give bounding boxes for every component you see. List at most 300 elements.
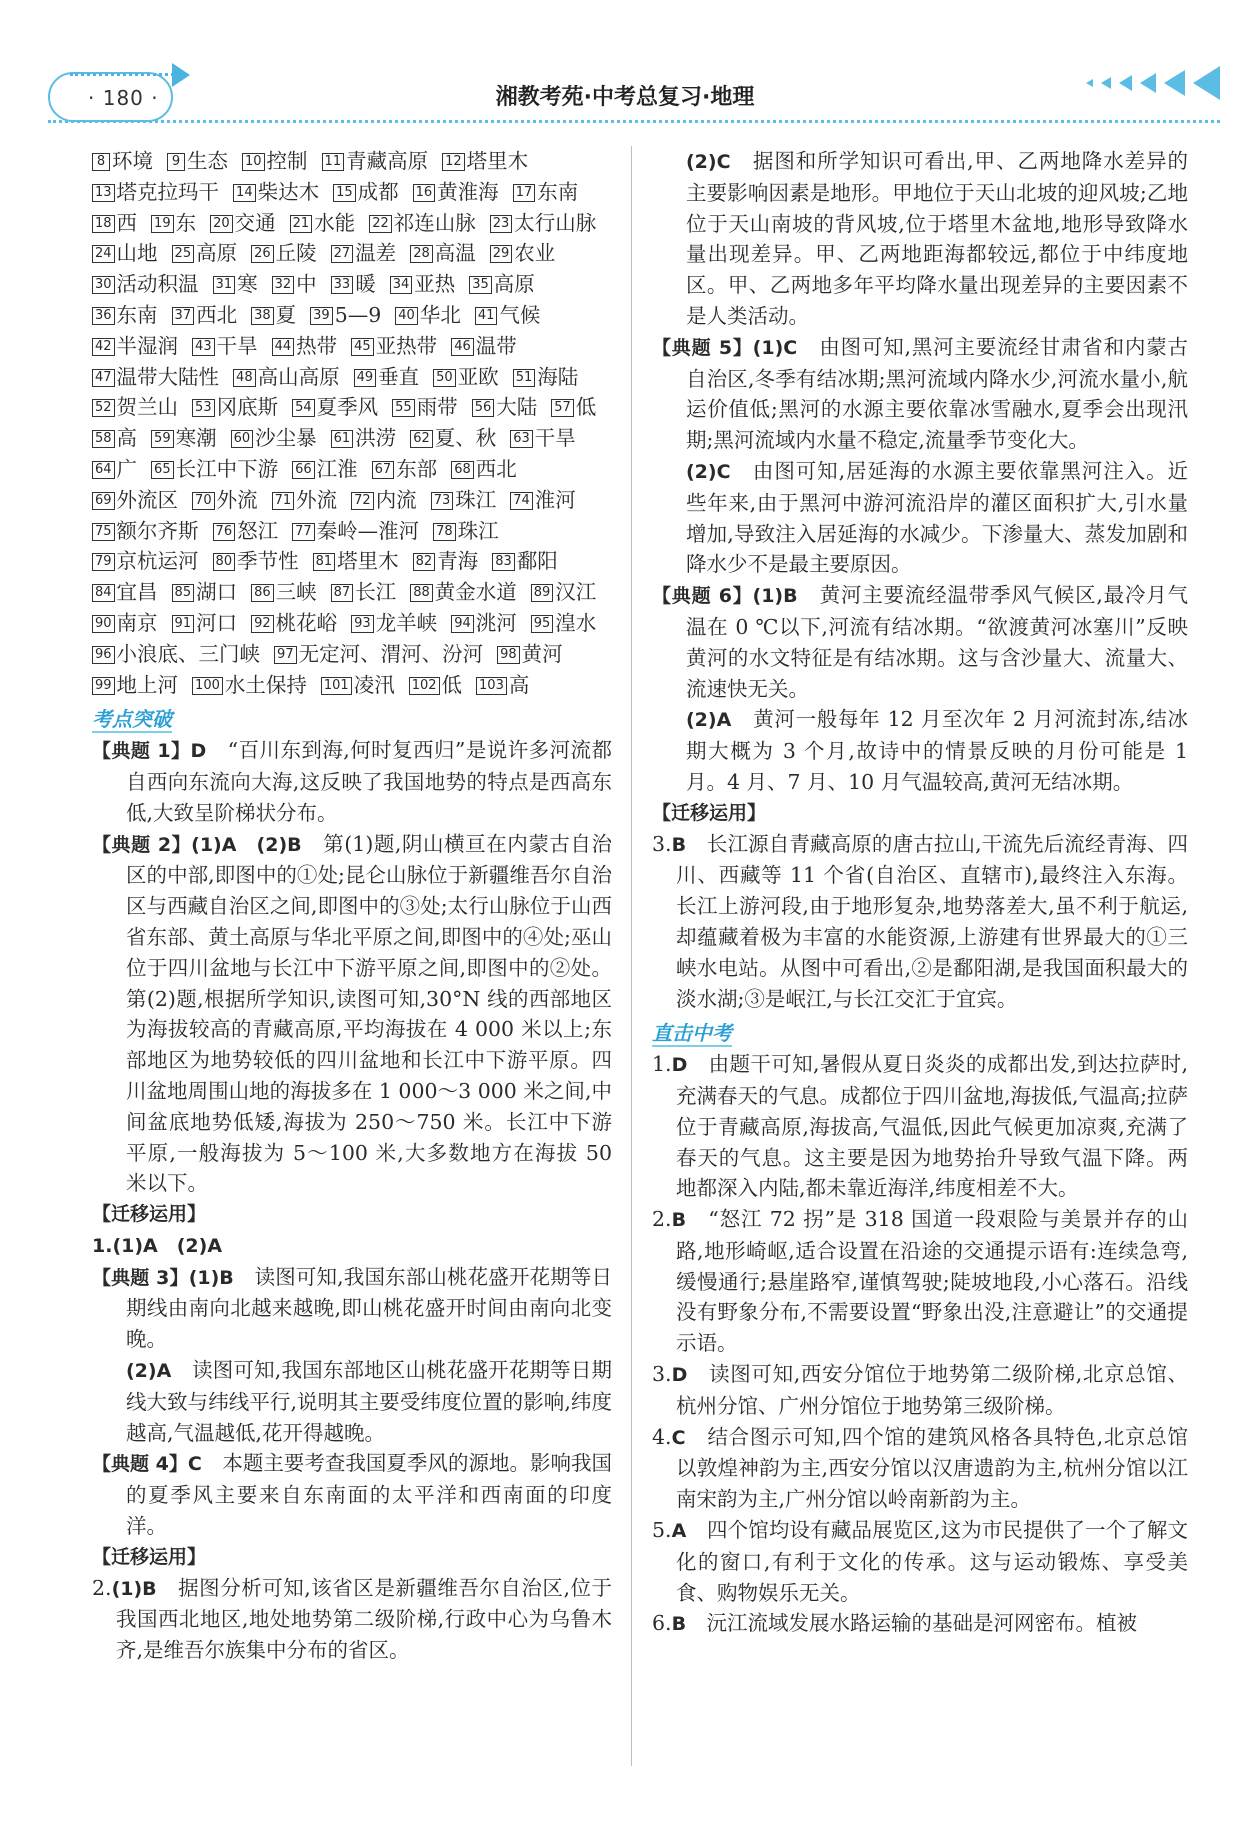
answer-item [433, 362, 499, 393]
answer-number: 97 [274, 646, 297, 664]
answer-number: 34 [390, 276, 413, 294]
answer-item [213, 516, 279, 547]
answer-text: 活动积温 [116, 272, 199, 297]
answer-text: 东南 [537, 179, 579, 204]
answer-number: 50 [433, 369, 456, 387]
answer-number: 28 [410, 245, 433, 263]
answer-item [92, 516, 199, 547]
answer-text: 低 [441, 672, 463, 697]
answer-number: 46 [451, 338, 474, 356]
answer-text: 夏、秋 [434, 426, 497, 451]
answer-number: 99 [92, 677, 115, 695]
answer-item [469, 269, 535, 300]
answer-number: 63 [510, 430, 533, 448]
answer-text: 高 [508, 672, 530, 697]
answer-item [451, 608, 517, 639]
answer-item [92, 177, 219, 208]
answer-item [92, 423, 137, 454]
answer-number: 15 [333, 184, 356, 202]
header-arrow-line [70, 73, 180, 76]
answer-text: 湖口 [196, 580, 238, 605]
answer-item [251, 577, 317, 608]
answer-item [513, 177, 579, 208]
answer-item [490, 238, 556, 269]
answer-item [492, 546, 558, 577]
answer-item [410, 577, 517, 608]
answer-item [510, 485, 576, 516]
page-header [0, 0, 1250, 125]
answer-text: 暖 [355, 272, 376, 297]
answer-number: 96 [92, 646, 115, 664]
answer-number: 69 [92, 492, 115, 510]
answer-number: 10 [242, 153, 265, 171]
answer-text: 西北 [475, 456, 517, 481]
practice-heading-1: 【迁移运用】 [92, 1203, 207, 1226]
answer-text: 柴达木 [257, 179, 320, 204]
answer-item [92, 269, 199, 300]
answer-item [92, 362, 219, 393]
answer-text: 塔克拉玛干 [116, 179, 220, 204]
answer-text: 交通 [234, 210, 276, 235]
answer-item [292, 454, 358, 485]
answer-number: 78 [433, 523, 456, 541]
answer-number: 32 [272, 276, 295, 294]
answer-item [331, 423, 397, 454]
answer-item [172, 300, 238, 331]
answer-item [321, 670, 395, 701]
answer-text: 高原 [196, 241, 238, 266]
answer-text: 低 [575, 395, 597, 420]
answer-item [451, 454, 517, 485]
answer-text: 广 [116, 456, 138, 481]
answer-text: 黄淮海 [437, 179, 499, 204]
answer-number: 83 [492, 553, 515, 571]
answer-number: 89 [531, 584, 554, 602]
fill-in-answers [92, 146, 612, 700]
answer-text: 额尔齐斯 [116, 518, 199, 543]
answer-number: 47 [92, 369, 115, 387]
answer-number: 13 [92, 184, 115, 202]
answer-number: 20 [210, 215, 233, 233]
answer-number: 81 [313, 553, 336, 571]
answer-text: 小浪底、三门峡 [116, 641, 261, 666]
answer-item [410, 238, 476, 269]
answer-text: 5—9 [334, 302, 382, 327]
answer-item [354, 362, 420, 393]
answer-item [451, 331, 517, 362]
answer-number: 48 [233, 369, 256, 387]
answer-text: 地上河 [116, 672, 179, 697]
answer-item [274, 639, 483, 670]
answer-text: 丘陵 [275, 241, 317, 266]
answer-number: 36 [92, 307, 115, 325]
right-column [652, 146, 1188, 1640]
answer-item [531, 577, 597, 608]
answer-number: 57 [551, 399, 574, 417]
answer-text: 湟水 [555, 610, 597, 635]
example-3: 【典题 3】(1)B 读图可知,我国东部山桃花盛开花期等日期线由南向北越来越晚,即山桃花盛开时间由南向北变晚。 [92, 1264, 613, 1352]
answer-item [351, 485, 417, 516]
answer-item [210, 208, 276, 239]
answer-item [272, 485, 338, 516]
example-4: 【典题 4】C 本题主要考查我国夏季风的源地。影响我国的夏季风主要来自东南面的太平洋和西南面的印度洋。 [92, 1451, 612, 1539]
answer-text: 塔里木 [466, 149, 529, 173]
answer-item [351, 608, 437, 639]
practice-1-answer: 1.(1)A (2)A [92, 1234, 223, 1257]
answer-text: 温带大陆性 [116, 364, 220, 389]
answer-number: 92 [251, 615, 274, 633]
answer-number: 35 [469, 276, 492, 294]
answer-text: 山地 [116, 241, 158, 266]
answer-text: 龙羊峡 [375, 610, 438, 635]
answer-item [192, 485, 258, 516]
answer-text: 塔里木 [337, 549, 399, 574]
exam-question-6: 6.B 沅江流域发展水路运输的基础是河网密布。植被 [652, 1611, 1138, 1636]
answer-number: 40 [395, 307, 418, 325]
answer-text: 太行山脉 [514, 210, 597, 235]
answer-number: 67 [372, 461, 395, 479]
answer-text: 环境 [112, 149, 153, 173]
exam-question-1: 1.D 由题干可知,暑假从夏日炎炎的成都出发,到达拉萨时,充满春天的气息。成都位于四川盆地,海拔低,气温高;拉萨位于青藏高原,海拔高,气温低,因此气候更加凉爽,充满了春天的气息。这主要是因为地势抬升导致气温下降。两地都深入内陆,都未靠近海洋,纬度相差不大。 [652, 1052, 1188, 1201]
answer-item [369, 208, 476, 239]
answer-text: 珠江 [457, 518, 499, 543]
header-divider [48, 120, 1220, 123]
answer-text: 夏季风 [316, 395, 379, 420]
answer-number: 73 [431, 492, 454, 510]
answer-number: 21 [290, 215, 313, 233]
answer-item [92, 639, 260, 670]
answer-number: 17 [513, 184, 536, 202]
answer-item [331, 577, 397, 608]
answer-item [233, 362, 340, 393]
answer-text: 外流区 [116, 487, 179, 512]
answer-text: 河口 [196, 610, 238, 635]
answer-item [151, 208, 196, 239]
answer-text: 高 [116, 426, 138, 451]
exam-question-2: 2.B “怒江 72 拐”是 318 国道一段艰险与美景并存的山路,地形崎岖,适合设置在沿途的交通提示语有:连续急弯,缓慢通行;悬崖路窄,谨慎驾驶;陡坡地段,小心落石。沿线没有野象分布,不需要设置“野象出没,注意避让”的交通提示语。 [652, 1207, 1188, 1356]
answer-item [92, 238, 158, 269]
answer-item [151, 423, 217, 454]
answer-text: 鄱阳 [516, 549, 558, 574]
answer-number: 90 [92, 615, 115, 633]
answer-text: 青海 [437, 549, 479, 574]
answer-number: 18 [92, 215, 115, 233]
answer-number: 16 [413, 184, 436, 202]
answer-text: 高原 [493, 272, 535, 297]
example-6: 【典题 6】(1)B 黄河主要流经温带季风气候区,最冷月气温在 0 ℃以下,河流有结冰期。“欲渡黄河冰塞川”反映黄河的水文特征是有结冰期。这与含沙量大、流量大、流速快无关。 [652, 583, 1189, 701]
answer-item [551, 392, 596, 423]
example-3-part-2: (2)A 读图可知,我国东部地区山桃花盛开花期等日期线大致与纬线平行,说明其主要受纬度位置的影响,纬度越高,气温越低,花开得越晚。 [126, 1358, 613, 1445]
answer-text: 珠江 [455, 487, 497, 512]
answer-item [92, 392, 178, 423]
answer-item [390, 269, 456, 300]
answer-item [392, 392, 458, 423]
answer-text: 冈底斯 [216, 395, 279, 420]
answer-item [92, 670, 178, 701]
answer-text: 寒潮 [175, 426, 217, 451]
answer-number: 22 [369, 215, 392, 233]
answer-text: 京杭运河 [116, 549, 199, 574]
answer-number: 60 [231, 430, 254, 448]
answer-number: 71 [272, 492, 295, 510]
answer-item [290, 208, 356, 239]
answer-text: 夏 [275, 302, 297, 327]
answer-text: 洪涝 [355, 426, 397, 451]
answer-number: 91 [172, 615, 195, 633]
answer-number: 55 [392, 399, 415, 417]
answer-number: 31 [213, 276, 236, 294]
answer-text: 江淮 [316, 456, 358, 481]
answer-item [92, 208, 137, 239]
answer-item [213, 546, 299, 577]
answer-item [351, 331, 437, 362]
answer-number: 53 [192, 399, 215, 417]
answer-number: 42 [92, 338, 115, 356]
answer-text: 干旱 [216, 333, 258, 358]
answer-item [410, 423, 496, 454]
answer-text: 黄河 [521, 641, 563, 666]
answer-number: 94 [451, 615, 474, 633]
answer-number: 39 [310, 307, 333, 325]
answer-item [92, 577, 158, 608]
answer-item [322, 146, 429, 177]
answer-text: 西 [116, 210, 138, 235]
answer-number: 102 [409, 677, 440, 695]
answer-number: 56 [472, 399, 495, 417]
answer-number: 101 [321, 677, 352, 695]
answer-text: 内流 [375, 487, 417, 512]
page-number: · 180 · [88, 86, 159, 110]
answer-item [310, 300, 381, 331]
answer-number: 11 [322, 153, 345, 171]
answer-item [172, 238, 238, 269]
answer-number: 49 [354, 369, 377, 387]
answer-text: 西北 [196, 302, 238, 327]
answer-text: 温带 [475, 333, 517, 358]
answer-text: 东部 [396, 456, 438, 481]
answer-number: 76 [213, 523, 236, 541]
answer-number: 66 [292, 461, 315, 479]
answer-item [413, 546, 479, 577]
answer-text: 气候 [499, 302, 541, 327]
answer-item [92, 454, 137, 485]
answer-number: 33 [331, 276, 354, 294]
example-5: 【典题 5】(1)C 由图可知,黑河主要流经甘肃省和内蒙古自治区,冬季有结冰期;黑河流域内降水少,河流水量小,航运价值低;黑河的水源主要依靠冰雪融水,夏季会出现汛期;黑河流域内水量不稳定,流量季节变化大。 [652, 334, 1189, 453]
answer-text: 淮河 [534, 487, 576, 512]
answer-text: 青藏高原 [346, 149, 429, 173]
answer-number: 86 [251, 584, 274, 602]
answer-number: 72 [351, 492, 374, 510]
answer-item [251, 238, 317, 269]
section-heading-kaodian: 考点突破 [92, 707, 172, 732]
running-title: 湘教考苑·中考总复习·地理 [495, 85, 755, 110]
answer-number: 103 [476, 677, 507, 695]
answer-number: 41 [475, 307, 498, 325]
answer-item [92, 546, 199, 577]
answer-item [472, 392, 538, 423]
answer-number: 25 [172, 245, 195, 263]
answer-item [233, 177, 319, 208]
answer-item [192, 331, 258, 362]
answer-item [92, 146, 153, 177]
answer-item [510, 423, 576, 454]
answer-text: 干旱 [534, 426, 576, 451]
answer-item [497, 639, 563, 670]
example-2: 【典题 2】(1)A (2)B 第(1)题,阴山横亘在内蒙古自治区的中部,即图中的①处;昆仑山脉位于新疆维吾尔自治区与西藏自治区之间,即图中的③处;太行山脉位于山西省东部、黄土高原与华北平原之间,即图中的④处;巫山位于四川盆地与长江中下游平原之间,即图中的②处。第(2)题,根据所学知识,读图可知,30°N 线的西部地区为海拔较高的青藏高原,平均海拔在 4 000 米以上;东部地区为地势较低的四川盆地和长江中下游平原。四川盆地周围山地的海拔多在 1 000～3 000 米之间,中间盆底地势低矮,海拔为 250～750 米。长江中下游平原,一般海拔为 5～100 米,大多数地方在海拔 50 米以下。 [92, 831, 612, 1196]
answer-item [242, 146, 308, 177]
answer-item [476, 670, 529, 701]
answer-text: 农业 [514, 241, 556, 266]
answer-number: 82 [413, 553, 436, 571]
answer-text: 桃花峪 [275, 610, 338, 635]
answer-item [272, 269, 317, 300]
answer-text: 控制 [266, 149, 308, 173]
answer-number: 30 [92, 276, 115, 294]
answer-number: 79 [92, 553, 115, 571]
practice-2: 2.(1)B 据图分析可知,该省区是新疆维吾尔自治区,位于我国西北地区,地处地势第二级阶梯,行政中心为乌鲁木齐,是维吾尔族集中分布的省区。 [92, 1575, 612, 1663]
answer-text: 东南 [116, 302, 158, 327]
answer-text: 季节性 [237, 549, 299, 574]
answer-text: 垂直 [378, 364, 420, 389]
answer-text: 雨带 [416, 395, 458, 420]
answer-text: 外流 [296, 487, 338, 512]
answer-text: 外流 [216, 487, 258, 512]
answer-number: 87 [331, 584, 354, 602]
answer-item [92, 300, 158, 331]
answer-number: 9 [167, 153, 185, 171]
answer-item [442, 146, 528, 177]
answer-text: 长江中下游 [175, 456, 279, 481]
answer-item [151, 454, 278, 485]
answer-number: 23 [490, 215, 513, 233]
answer-item [167, 146, 228, 177]
section-heading-zhiji: 直击中考 [652, 1021, 732, 1046]
answer-number: 19 [151, 215, 174, 233]
answer-text: 怒江 [237, 518, 279, 543]
answer-text: 成都 [357, 179, 399, 204]
answer-text: 华北 [419, 302, 461, 327]
left-column [92, 146, 612, 1666]
practice-2-part-2: (2)C 据图和所学知识可看出,甲、乙两地降水差异的主要影响因素是地形。甲地位于天山北坡的迎风坡;乙地位于天山南坡的背风坡,位于塔里木盆地,地形导致降水量出现差异。甲、乙两地距海都较远,都位于中纬度地区。甲、乙两地多年平均降水量出现差异的主要因素不是人类活动。 [686, 149, 1188, 328]
practice-heading-3: 【迁移运用】 [652, 801, 767, 824]
answer-item [192, 670, 307, 701]
answer-text: 高山高原 [257, 364, 340, 389]
answer-item [213, 269, 258, 300]
answer-number: 95 [531, 615, 554, 633]
answer-text: 祁连山脉 [393, 210, 476, 235]
answer-number: 43 [192, 338, 215, 356]
example-5-part-2: (2)C 由图可知,居延海的水源主要依靠黑河注入。近些年来,由于黑河中游河流沿岸的灌区面积扩大,引水量增加,导致注入居延海的水减少。下渗量大、蒸发加剧和降水少不是最主要原因。 [686, 458, 1188, 577]
answer-text: 长江 [355, 580, 397, 605]
answer-number: 38 [251, 307, 274, 325]
answer-number: 80 [213, 553, 236, 571]
answer-item [431, 485, 497, 516]
exam-question-5: 5.A 四个馆均设有藏品展览区,这为市民提供了一个了解文化的窗口,有利于文化的传承。这与运动锻炼、享受美食、购物娱乐无关。 [652, 1518, 1189, 1605]
answer-item [490, 208, 597, 239]
example-6-part-2: (2)A 黄河一般每年 12 月至次年 2 月河流封冻,结冰期大概为 3 个月,故诗中的情景反映的月份可能是 1 月。4 月、7 月、10 月气温较高,黄河无结冰期。 [686, 707, 1188, 794]
answer-number: 54 [292, 399, 315, 417]
answer-text: 温差 [355, 241, 397, 266]
answer-number: 26 [251, 245, 274, 263]
answer-item [409, 670, 462, 701]
answer-item [513, 362, 579, 393]
answer-number: 61 [331, 430, 354, 448]
practice-heading-2: 【迁移运用】 [92, 1545, 207, 1568]
answer-item [192, 392, 278, 423]
answer-item [333, 177, 399, 208]
answer-number: 75 [92, 523, 115, 541]
answer-number: 100 [192, 677, 223, 695]
answer-text: 半湿润 [116, 333, 179, 358]
answer-number: 84 [92, 584, 115, 602]
answer-item [292, 392, 378, 423]
answer-number: 58 [92, 430, 115, 448]
answer-text: 秦岭—淮河 [316, 518, 420, 543]
answer-text: 三峡 [275, 580, 317, 605]
answer-number: 44 [272, 338, 295, 356]
answer-text: 亚热带 [375, 333, 438, 358]
answer-text: 海陆 [537, 364, 579, 389]
answer-item [251, 300, 296, 331]
answer-number: 8 [92, 153, 110, 171]
answer-number: 24 [92, 245, 115, 263]
answer-number: 70 [192, 492, 215, 510]
answer-number: 98 [497, 646, 520, 664]
answer-number: 59 [151, 430, 174, 448]
answer-text: 水土保持 [224, 672, 307, 697]
answer-text: 汉江 [555, 580, 597, 605]
answer-item [313, 546, 399, 577]
answer-item [395, 300, 461, 331]
answer-number: 52 [92, 399, 115, 417]
example-1: 【典题 1】D “百川东到海,何时复西归”是说许多河流都自西向东流向大海,这反映了我国地势的特点是西高东低,大致呈阶梯状分布。 [92, 738, 612, 825]
practice-3: 3.B 长江源自青藏高原的唐古拉山,干流先后流经青海、四川、西藏等 11 个省(自治区、直辖市),最终注入东海。长江上游河段,由于地形复杂,地势落差大,虽不利于航运,却蕴藏着极为丰富的水能资源,上游建有世界最大的①三峡水电站。从图中可看出,②是鄱阳湖,是我国面积最大的淡水湖;③是岷江,与长江交汇于宜宾。 [652, 831, 1189, 1011]
answer-text: 沙尘暴 [255, 426, 317, 451]
answer-item [231, 423, 317, 454]
answer-item [172, 608, 238, 639]
answer-item [433, 516, 499, 547]
answer-item [475, 300, 541, 331]
answer-number: 64 [92, 461, 115, 479]
answer-text: 中 [296, 272, 317, 297]
answer-text: 高温 [434, 241, 476, 266]
answer-text: 亚欧 [457, 364, 499, 389]
answer-text: 东 [175, 210, 197, 235]
answer-text: 宜昌 [116, 580, 158, 605]
answer-item [331, 238, 397, 269]
answer-number: 45 [351, 338, 374, 356]
answer-text: 亚热 [414, 272, 456, 297]
answer-item [172, 577, 238, 608]
answer-text: 寒 [237, 272, 258, 297]
answer-number: 74 [510, 492, 533, 510]
answer-number: 62 [410, 430, 433, 448]
answer-item [92, 608, 158, 639]
answer-item [92, 485, 178, 516]
answer-number: 37 [172, 307, 195, 325]
answer-number: 12 [442, 153, 465, 171]
triangle-decoration-icon [1086, 66, 1220, 100]
answer-text: 热带 [296, 333, 338, 358]
exam-question-3: 3.D 读图可知,西安分馆位于地势第二级阶梯,北京总馆、杭州分馆、广州分馆位于地势第三级阶梯。 [652, 1362, 1188, 1418]
answer-number: 88 [410, 584, 433, 602]
answer-text: 水能 [314, 210, 356, 235]
answer-item [372, 454, 438, 485]
answer-text: 黄金水道 [434, 580, 517, 605]
answer-number: 85 [172, 584, 195, 602]
answer-text: 凌汛 [353, 672, 395, 697]
answer-item [272, 331, 338, 362]
